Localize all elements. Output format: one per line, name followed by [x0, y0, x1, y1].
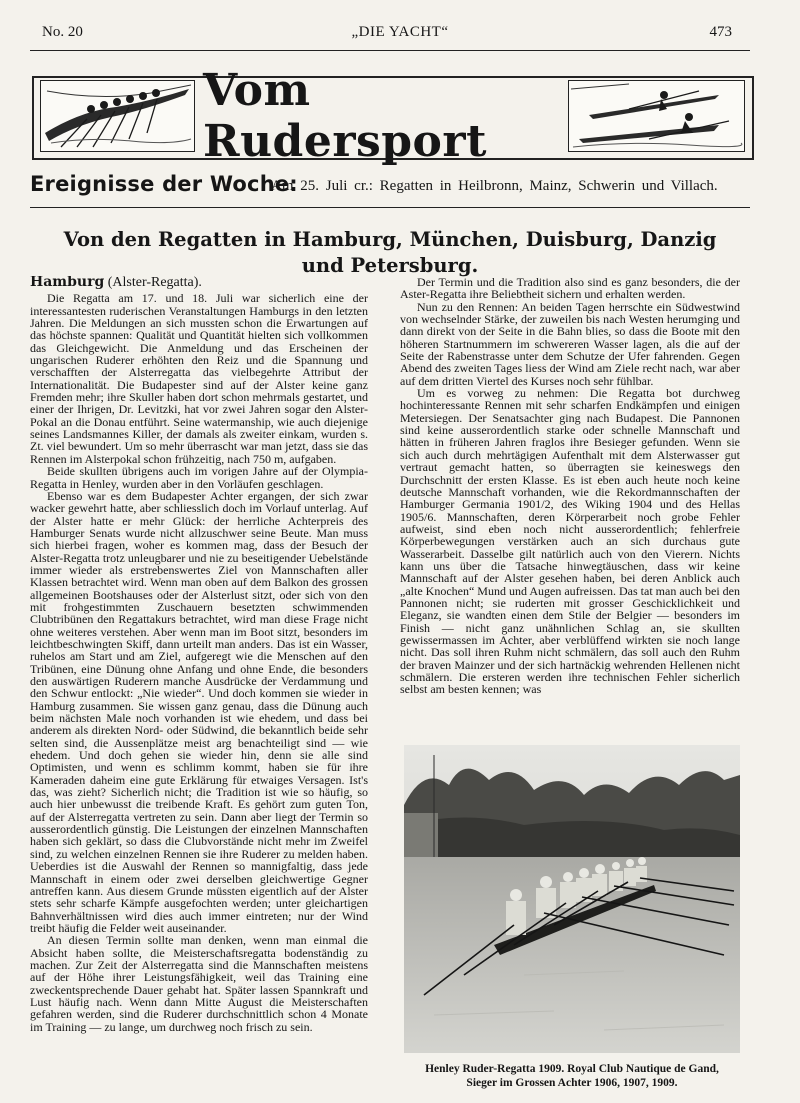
paragraph: Die Regatta am 17. und 18. Juli war sicherlich eine der interessantesten ruderischen Veranstaltungen Hamburgs in den letzten Jahren. Die Meldungen an sich mussten schon die Erwartungen auf das höchste spannen: Qualität und Quantität hielten sich vollkommen das Gleichgewicht. Die Anmeldung und das Erscheinen der ungarischen Ruderer erhöhten den Reiz und die Spannung und verschafften der Alsterregatta das vielbegehrte Attribut der Internationalität. Die Budapester sind auf der Alster keine ganz Fremden mehr; ihre Skuller haben dort schon mehrmals gestartet, und einer der Ihrigen, Dr. Levitzki, hat vor zwei Jahren sogar den Alster-Pokal an die Donau entführt. Seine watermanship, wie auch diejenige seines Landsmannes Killer, der damals als zweiter einkam, wurden s. Zt. viel bewundert. Um so mehr überrascht war man jetzt, dass sie das Rennen im Alsterpokal schon frühzeitig, nach 750 m, aufgaben. — [30, 291, 368, 466]
headline-line-2: und Petersburg. — [301, 254, 479, 277]
eight-rowing-illustration — [40, 80, 195, 152]
header-rule — [30, 50, 750, 51]
sculler-icon — [569, 81, 744, 151]
henley-regatta-photo — [404, 745, 740, 1053]
rowing-eight-photo-icon — [404, 745, 740, 1053]
paragraph: Um es vorweg zu nehmen: Die Regatta bot durchweg hochinteressante Rennen mit sehr scharfen Endkämpfen und einigen Metersiegen. Der Senatsachter ging nach Budapest. Die Pannonen sind keine ausserordentlich starke oder schnelle Mannschaft und hätten in früheren Jahren fraglos ihre Besieger gefunden. Wenn sie sich auch durch mehrtägigen Aufenthalt mit dem Alsterwasser gut vertraut gemacht hatten, so überragten sie keineswegs den Durchschnitt der ersten Klasse. Es ist eben auch heute noch keine deutsche Mannschaft vorhanden, wie die Rekordmannschaften der Hamburger Germania 1901/2, des Wiking 1904 und des Hellas 1905/6. Mannschaften, deren Körperarbeit noch grobe Fehler aufweist, sind eben noch nicht ausserordentlich; fehlerfreie Körperbewegungen verstärken auch an sich durchaus gute Wasserarbeit. Dasselbe gilt natürlich auch von den Vierern. Nichts kann uns über die Tatsache hinwegtäuschen, dass wir keine Mannschaft auf der Alster gesehen haben, bei deren Anblick auch „alte Knochen“ Mund und Augen aufreissen. Das tat man auch bei den Pannonen nicht; sie ruderten mit grosser Geschicklichkeit und Eleganz, sie wandten einen dem Stile der Belgier — besonders im Finish — nicht ganz unähnlichen Schlag an, sie skullten gewissermassen im Achter, aber verblüffend wirkten sie noch lange nicht. Das soll ihren Ruhm nicht schmälern, das soll auch den Ruhm der braven Mainzer und der sich hartnäckig wehrenden Hellenen nicht schmälern. Die ersteren werden ihre technischen Fehler sicherlich selbst am besten kennen; was — [400, 386, 740, 697]
paragraph: Nun zu den Rennen: An beiden Tagen herrschte ein Südwestwind von wechselnder Stärke, der zuweilen bis nach Westen herumging und dann direkt von der Seite in die Bahn blies, so dass die Boote mit den höheren Startnummern im schwereren Wasser lagen, als die auf der Seite der Rabenstrasse unter dem Schutze der Ufer fahrenden. Gegen Abend des zweiten Tages liess der Wind am Ziele recht nach, war aber auf dem dritten Viertel des Kurses noch sehr fühlbar. — [400, 299, 740, 388]
section-title: Hamburg — [30, 276, 105, 290]
week-rule — [30, 207, 750, 208]
sculler-illustration — [568, 80, 745, 152]
section-subtitle: (Alster-Regatta). — [107, 276, 202, 290]
issue-number: No. 20 — [42, 24, 83, 40]
page-number: 473 — [709, 24, 732, 40]
section-heading — [30, 276, 368, 289]
article-headline — [30, 227, 750, 279]
paragraph: Beide skullten übrigens auch im vorigen Jahre auf der Olympia-Regatta in Henley, wurden aber in den Vorläufen geschlagen. — [30, 464, 368, 491]
week-events-label: Ereignisse der Woche: — [30, 172, 298, 196]
paragraph: Der Termin und die Tradition also sind es ganz besonders, die der Aster-Regatta ihre Beliebtheit sichern und erhalten werden. — [400, 276, 740, 302]
left-column — [30, 276, 368, 1091]
caption-line-1: Henley Ruder-Regatta 1909. Royal Club Nautique de Gand, — [425, 1063, 719, 1075]
week-events-text: Am 25. Juli cr.: Regatten in Heilbronn, Mainz, Schwerin und Villach. — [271, 178, 718, 194]
rowing-boat-icon — [41, 81, 194, 151]
paragraph: Ebenso war es dem Budapester Achter ergangen, der sich zwar wacker gewehrt hatte, aber schliesslich doch im Vorlauf unterlag. Auf der Alster hatte er mehr Glück: der herrliche Achterpreis des Hamburger Senats wurde nicht allzuschwer seine Beute. Man muss sich hierbei fragen, woher es kommen mag, dass der Besuch der Alster-Regatta trotz unleugbarer und nie zu beseitigender Uebelstände immer wieder als erstrebenswertes Ziel von Mannschaften aller Klassen betrachtet wird. Wenn man oben auf dem Balkon des grossen allgemeinen Bootshauses oder der Alsterlust sitzt, oder sich von den mit frohgestimmten Zuschauern besetzten schwimmenden Clubtribünen den Regattakurs betrachtet, wird man diese Frage nicht ohne weiteres verstehen. Aber wenn man im Boot sitzt, besonders im leichtbeschwingten Skiff, dann urteilt man anders. Das ist ein Wasser, ruhelos am Start und am Ziel, aufgeregt wie die Menschen auf den Tribünen, eine Dünung ohne Anfang und ohne Ende, die besonders den auswärtigen Ruderern manche Ausdrücke der Verdammung und den Schwur entlockt: „Nie wieder“. Und doch kommen sie wieder in Hamburg zusammen. Sie wissen ganz genau, dass die Dünung auch beim nächsten Male noch vorhanden ist wie ehedem, und dass bei anderem als direkten Nord- oder Südwind, die bekanntlich beide sehr selten sind, die Aussenplätze meist arg benachteiligt sind — wie ehedem. Und doch gehen sie wieder hin, denn sie alle sind Optimisten, und wenn es schlimm kommt, haben sie für ihre Kameraden daheim eine gute Erklärung für etwaiges Versagen. Ist's das, was zieht? Sicherlich nicht; die Tradition ist wie so häufig, so auch hier unbewusst die treibende Kraft. Es gehört zum guten Ton, auf der Alsterregatta vertreten zu sein. Dann aber liegt der Termin so ausserordentlich günstig. Die Leistungen der einzelnen Mannschaften haben sich geklärt, so dass die Clubvorstände nicht mehr im Zweifel sind, zu welchen einzelnen Rennen sie ihre Ruderer zu melden haben. Ueberdies ist die Auswahl der Rennen so mannigfaltig, dass jede Mannschaft in einem oder zwei derselben gleichwertige Gegner antreffen kann. Aus diesem Grunde müssten eigentlich auf der Alster stets sehr scharfe Kämpfe ausgefochten werden; unter gleichartigen Bahnverhältnissen wird dies auch immer eintreten; nur der Wind treibt häufig die Felder weit auseinander. — [30, 488, 368, 935]
paragraph: An diesen Termin sollte man denken, wenn man einmal die Absicht haben sollte, die Meisterschaftsregatta bodenständig zu machen. Zur Zeit der Alsterregatta sind die Mannschaften meistens auf der Höhe ihrer Leistungsfähigkeit, weil das Training eine zweckentsprechende Dauer gehabt hat. Später lassen Spannkraft und Lust häufig nach. Wenn dann Mitte August die Meisterschaften gefahren werden, sind die Ruderer durchschnittlich schon 4 Monate im Training — zu lange, um durchweg noch frisch zu sein. — [30, 933, 368, 1034]
masthead-title: Vom Rudersport — [203, 65, 487, 167]
right-column — [400, 276, 740, 726]
photo-caption — [404, 1062, 740, 1090]
headline-line-1: Von den Regatten in Hamburg, München, Duisburg, Danzig — [63, 228, 717, 251]
caption-line-2: Sieger im Grossen Achter 1906, 1907, 1909. — [466, 1077, 678, 1089]
magazine-title: „DIE YACHT“ — [351, 24, 449, 40]
